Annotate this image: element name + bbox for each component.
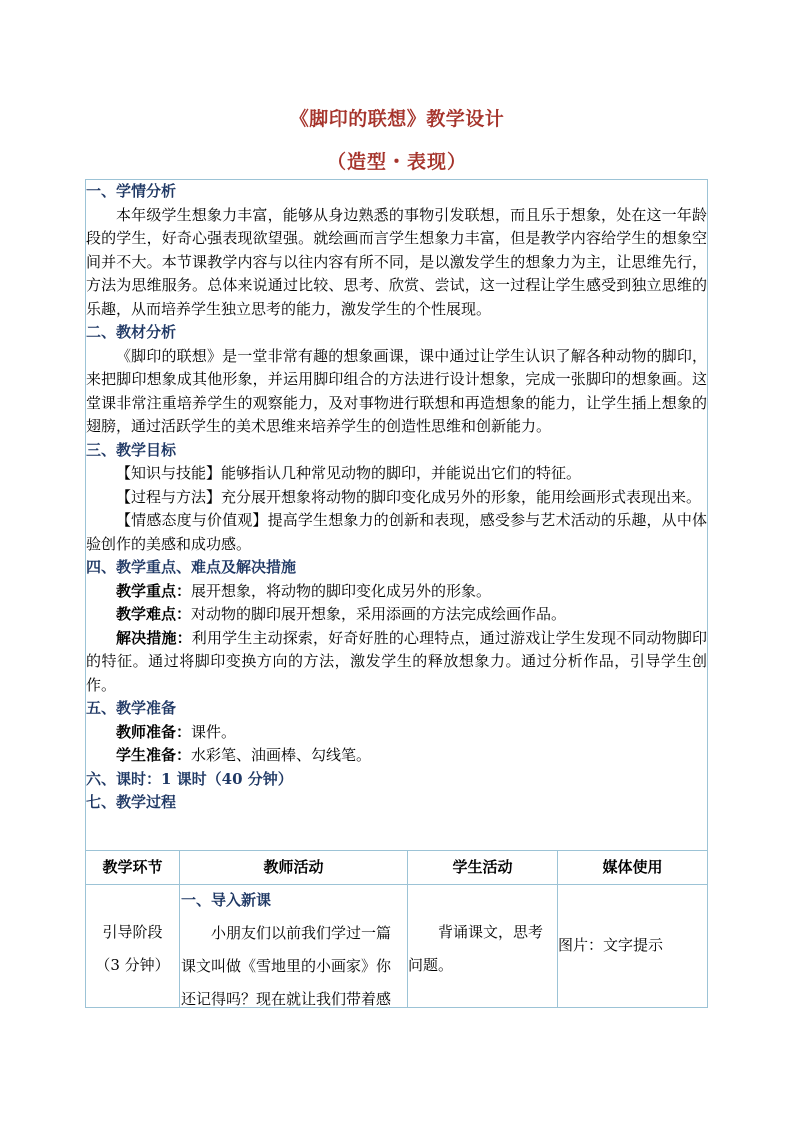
- table-header-student: 学生活动: [452, 858, 513, 876]
- difficulty-label: 教学难点：: [116, 605, 192, 623]
- goal-knowledge-skills: 【知识与技能】能够指认几种常见动物的脚印，并能说出它们的特征。: [116, 464, 582, 482]
- student-prep-text: 水彩笔、油画棒、勾线笔。: [191, 746, 372, 764]
- section-heading-preparation: 五、教学准备: [86, 699, 177, 717]
- difficulty-row: [86, 603, 707, 627]
- document-title: 《脚印的联想》教学设计: [289, 108, 505, 130]
- section-heading-key-points: 四、教学重点、难点及解决措施: [86, 558, 297, 576]
- student-prep-label: 学生准备：: [116, 746, 192, 764]
- student-prep-row: [86, 744, 707, 768]
- teacher-activity-line-3: 还记得吗？现在就让我们带着感: [181, 990, 392, 1008]
- table-header-media: 媒体使用: [602, 858, 663, 876]
- student-activity-line-1: 背诵课文，思考: [438, 923, 544, 941]
- teacher-activity-heading: 一、导入新课: [181, 891, 272, 909]
- section-heading-material-analysis: 二、教材分析: [86, 323, 177, 341]
- difficulty-text: 对动物的脚印展开想象，采用添画的方法完成绘画作品。: [191, 605, 567, 623]
- teacher-activity-cell: [181, 884, 407, 1016]
- solution-text: 利用学生主动探索，好奇好胜的心理特点，通过游戏让学生发现不同动物脚印的特征。通过将脚印变换方向的方法，激发学生的释放想象力。通过分析作品，引导学生创作。: [86, 628, 707, 694]
- teacher-prep-row: [86, 721, 707, 745]
- stage-cell: [86, 916, 179, 982]
- teacher-activity-line-2: 课文叫做《雪地里的小画家》你: [181, 957, 392, 975]
- goal-process-methods: 【过程与方法】充分展开想象将动物的脚印变化成另外的形象，能用绘画形式表现出来。: [116, 487, 702, 506]
- lesson-plan-body: [86, 180, 707, 815]
- table-header-stage: 教学环节: [102, 858, 163, 876]
- student-activity-cell: [408, 916, 557, 982]
- solution-row: [86, 627, 707, 698]
- section-heading-learner-analysis: 一、学情分析: [86, 182, 177, 200]
- material-analysis-text: 《脚印的联想》是一堂非常有趣的想象画课，课中通过让学生认识了解各种动物的脚印，来把脚印想象成其他形象，并运用脚印组合的方法进行设计想象，完成一张脚印的想象画。这堂课非常注重培养学生的观察能力，及对事物进行联想和再造想象的能力，让学生插上想象的翅膀，通过活跃学生的美术思维来培养学生的创造性思维和创新能力。: [86, 346, 707, 435]
- section-heading-class-hours: 六、课时：1 课时（40 分钟）: [86, 769, 293, 788]
- stage-duration: （3 分钟）: [95, 956, 170, 974]
- key-point-text: 展开想象，将动物的脚印变化成另外的形象。: [191, 581, 492, 600]
- lesson-plan-box: [85, 179, 708, 1008]
- key-point-row: [86, 580, 707, 604]
- student-activity-line-2: 问题。: [408, 956, 454, 974]
- stage-name: 引导阶段: [102, 923, 163, 941]
- learner-analysis-text: 本年级学生想象力丰富，能够从身边熟悉的事物引发联想，而且乐于想象，处在这一年龄段的学生，好奇心强表现欲望强。就绘画而言学生想象力丰富，但是教学内容给学生的想象空间并不大。本节课教学内容与以往内容有所不同，是以激发学生的想象力为主，让思维先行，方法为思维服务。总体来说通过比较、思考、欣赏、尝试，这一过程让学生感受到独立思维的乐趣，从而培养学生独立思考的能力，激发学生的个性展现。: [86, 205, 707, 318]
- teacher-activity-line-1: 小朋友们以前我们学过一篇: [211, 924, 392, 942]
- section-heading-teaching-goals: 三、教学目标: [86, 440, 177, 459]
- table-header-teacher: 教师活动: [263, 858, 324, 876]
- document-subtitle: （造型・表现）: [326, 151, 467, 173]
- section-heading-teaching-process: 七、教学过程: [86, 793, 177, 811]
- solution-label: 解决措施：: [116, 628, 192, 647]
- goal-attitude-values: 【情感态度与价值观】提高学生想象力的创新和表现，感受参与艺术活动的乐趣，从中体验创作的美感和成功感。: [86, 511, 707, 553]
- media-cell: 图片：文字提示: [558, 936, 664, 954]
- key-point-label: 教学重点：: [116, 581, 192, 600]
- teacher-prep-label: 教师准备：: [116, 722, 192, 741]
- teacher-prep-text: 课件。: [191, 722, 237, 741]
